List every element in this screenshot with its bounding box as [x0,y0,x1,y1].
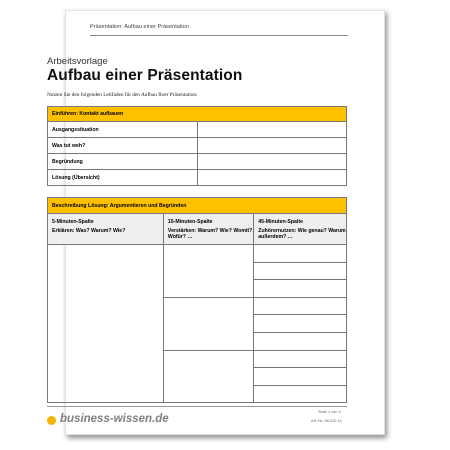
column-header-45min [254,214,347,245]
column-title-5min: 5-Minuten-Spalte [52,219,94,225]
kicker-label: Arbeitsvorlage [47,56,108,67]
answer-cell-45min-5[interactable] [254,315,347,333]
header-doc-title: Präsentation: Aufbau einer Präsentation [90,24,189,30]
instruction-text: Nutzen Sie den folgenden Leitfaden für den Aufbau Ihrer Präsentation: [47,92,198,98]
solution-table-heading: Beschreibung Lösung: Argumentieren und Begründen [48,198,347,214]
page-title: Aufbau einer Präsentation [47,67,243,84]
footer-divider [47,406,347,407]
row-label-was-tut-weh: Was tut weh? [48,138,198,154]
page-number: Seite 1 von 3 [318,409,341,414]
row-label-ausgangssituation: Ausgangssituation [48,122,198,138]
answer-cell-45min-1[interactable] [254,245,347,263]
column-title-45min: 45-Minuten-Spalte [258,219,303,225]
answer-cell-45min-6[interactable] [254,332,347,350]
article-number: Art.-Nr. 06.010.14 [311,418,342,423]
column-desc-5min: Erklären: Was? Warum? Wie? [52,228,126,235]
solution-table [47,197,347,403]
column-title-15min: 15-Minuten-Spalte [167,219,213,225]
answer-cell-45min-2[interactable] [254,262,347,280]
input-cell-loesung[interactable] [197,170,347,186]
input-cell-ausgangssituation[interactable] [197,122,347,138]
brand-logo: business-wissen.de [60,413,169,425]
row-label-begruendung: Begründung [48,154,198,170]
answer-cell-45min-8[interactable] [254,368,347,386]
header-divider [90,35,348,36]
input-cell-begruendung[interactable] [197,154,347,170]
answer-cell-45min-9[interactable] [254,385,347,403]
row-label-loesung: Lösung (Übersicht) [48,170,198,186]
intro-table [47,106,347,186]
column-desc-15min: Verstärken: Warum? Wie? Womit? Wofür? … [167,228,253,241]
answer-cell-15min-1[interactable] [163,245,253,298]
input-cell-was-tut-weh[interactable] [197,138,347,154]
answer-cell-15min-2[interactable] [163,297,253,350]
intro-table-heading: Einführen: Kontakt aufbauen [48,107,347,122]
answer-cell-45min-7[interactable] [254,350,347,368]
column-desc-45min: Zuhörernutzen: Wie genau? Warum außerdem? … [258,228,346,241]
column-header-5min [48,214,164,245]
answer-cell-5min[interactable] [48,245,164,403]
logo-dot-icon [47,416,56,425]
answer-cell-45min-4[interactable] [254,297,347,315]
answer-cell-15min-3[interactable] [163,350,253,403]
answer-cell-45min-3[interactable] [254,280,347,298]
column-header-15min [163,214,253,245]
